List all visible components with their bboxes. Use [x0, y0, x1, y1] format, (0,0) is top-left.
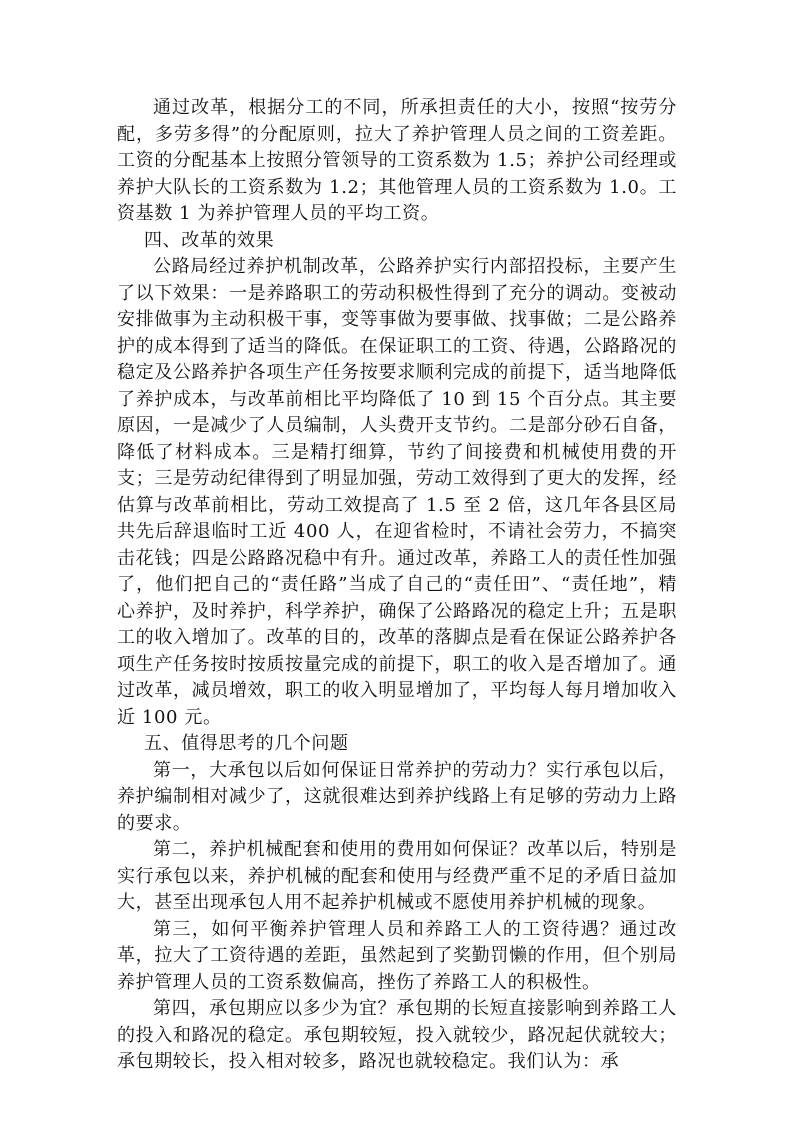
paragraph-issue-labor: 第一，大承包以后如何保证日常养护的劳动力？实行承包以后，养护编制相对减少了，这就很难达到养护线路上有足够的劳动力上路的要求。 [117, 759, 677, 834]
paragraph-issue-wages: 第三，如何平衡养护管理人员和养路工人的工资待遇？通过改革，拉大了工资待遇的差距，虽然起到了奖勤罚懒的作用，但个别局养护管理人员的工资系数偏高，挫伤了养路工人的积极性。 [117, 918, 677, 993]
paragraph-reform-effects: 公路局经过养护机制改革，公路养护实行内部招投标，主要产生了以下效果：一是养路职工的劳动积极性得到了充分的调动。变被动安排做事为主动积极干事，变等事做为要事做、找事做；二是公路养护的成本得到了适当的降低。在保证职工的工资、待遇，公路路况的稳定及公路养护各项生产任务按要求顺利完成的前提下，适当地降低了养护成本，与改革前相比平均降低了 10 到 15 个百分点。其主要原因，一是减少了人员编制，人头费开支节约。二是部分砂石自备，降低了材料成本。三是精打细算，节约了间接费和机械使用费的开支；三是劳动纪律得到了明显加强，劳动工效得到了更大的发挥，经估算与改革前相比，劳动工效提高了 1.5 至 2 倍，这几年各县区局共先后辞退临时工近 400 人，在迎省检时，不请社会劳力，不搞突击花钱；四是公路路况稳中有升。通过改革，养路工人的责任性加强了，他们把自己的“责任路”当成了自己的“责任田”、“责任地”，精心养护，及时养护，科学养护，确保了公路路况的稳定上升；五是职工的收入增加了。改革的目的，改革的落脚点是看在保证公路养护各项生产任务按时按质按量完成的前提下，职工的收入是否增加了。通过改革，减员增效，职工的收入明显增加了，平均每人每月增加收入近 100 元。 [117, 256, 677, 728]
paragraph-issue-machinery: 第二，养护机械配套和使用的费用如何保证？改革以后，特别是实行承包以来，养护机械的配套和使用与经费严重不足的矛盾日益加大，甚至出现承包人用不起养护机械或不愿使用养护机械的现象。 [117, 839, 677, 913]
section-heading-issues: 五、值得思考的几个问题 [144, 733, 349, 754]
paragraph-issue-contract-period: 第四，承包期应以多少为宜？承包期的长短直接影响到养路工人的投入和路况的稳定。承包期较短，投入就较少，路况起伏就较大；承包期较长，投入相对较多，路况也就较稳定。我们认为：承 [117, 998, 677, 1072]
document-page [117, 95, 677, 1076]
section-heading-reform-effects: 四、改革的效果 [144, 229, 275, 251]
paragraph-wage-system: 通过改革，根据分工的不同，所承担责任的大小，按照“按劳分配，多劳多得”的分配原则，拉大了养护管理人员之间的工资差距。工资的分配基本上按照分管领导的工资系数为 1.5；养护公司经理或养护大队长的工资系数为 1.2；其他管理人员的工资系数为 1.0。工资基数 1 为养护管理人员的平均工资。 [117, 97, 677, 224]
